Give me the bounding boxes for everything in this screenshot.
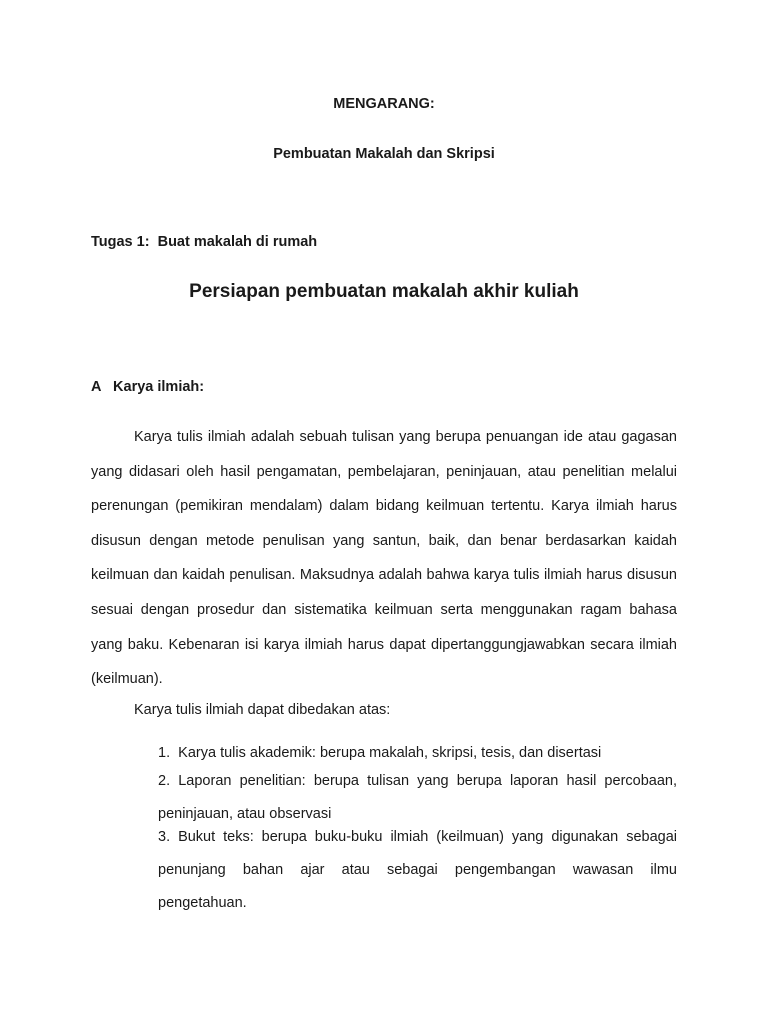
document-title: MENGARANG: [333,96,435,112]
task-line: Tugas 1: Buat makalah di rumah [91,234,318,250]
section-title: Karya ilmiah: [113,379,205,395]
list-item [158,745,677,761]
list-item-text: Karya tulis akademik: berupa makalah, skripsi, tesis, dan disertasi [178,745,602,761]
main-heading: Persiapan pembuatan makalah akhir kuliah [189,281,579,302]
body-paragraph: Karya tulis ilmiah adalah sebuah tulisan yang berupa penuangan ide atau gagasan yang didasari oleh hasil pengamatan, pembelajaran, peninjauan, atau penelitian melalui perenungan (pemikiran mendalam) dalam bidang keilmuan tertentu. Karya ilmiah harus disusun dengan metode penulisan yang santun, baik, dan benar berdasarkan kaidah keilmuan dan kaidah penulisan. Maksudnya adalah bahwa karya tulis ilmiah harus disusun sesuai dengan prosedur dan sistematika keilmuan serta menggunakan ragam bahasa yang baku. Kebenaran isi karya ilmiah harus dapat dipertanggungjawabkan secara ilmiah (keilmuan). [91,429,677,688]
list-item-number: 1. [158,745,171,761]
document-subtitle: Pembuatan Makalah dan Skripsi [273,146,495,162]
list-item-number: 3. [158,829,171,845]
section-heading [91,379,204,395]
list-item [158,821,677,920]
list-item-number: 2. [158,773,171,789]
list-intro: Karya tulis ilmiah dapat dibedakan atas: [134,702,391,718]
list-item-text: Laporan penelitian: berupa tulisan yang berupa laporan hasil percobaan, peninjauan, atau observasi [158,773,677,822]
list-item-text: Bukut teks: berupa buku-buku ilmiah (keilmuan) yang digunakan sebagai penunjang bahan ajar atau sebagai pengembangan wawasan ilmu pengetahuan. [158,829,677,911]
section-label: A [91,379,101,395]
